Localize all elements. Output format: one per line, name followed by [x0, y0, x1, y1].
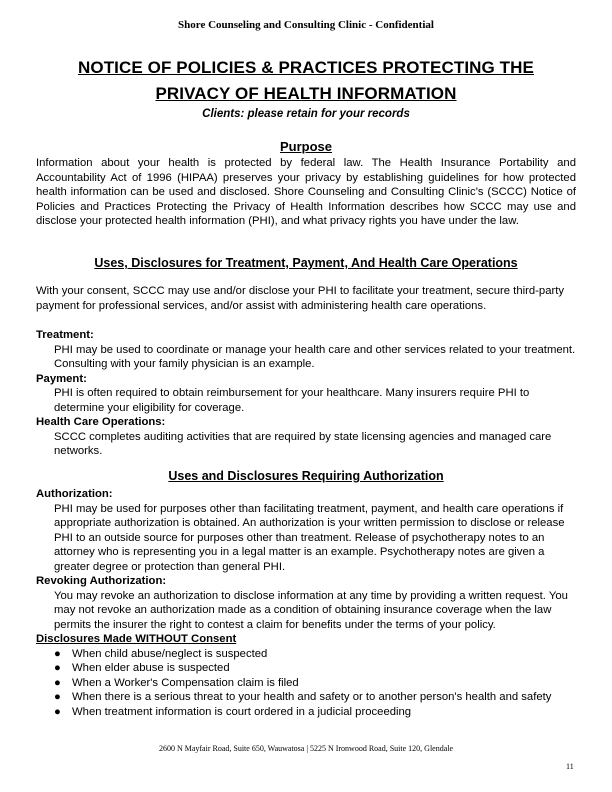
list-item: ● When a Worker's Compensation claim is filed [54, 676, 299, 689]
document-header: Shore Counseling and Consulting Clinic - Confidential [178, 19, 434, 31]
document-title-line-2: PRIVACY OF HEALTH INFORMATION [155, 84, 457, 103]
authorization-label: Authorization: [36, 488, 113, 500]
document-subtitle: Clients: please retain for your records [202, 108, 410, 120]
revoking-authorization-text: You may revoke an authorization to disclose information at any time by providing a written request. You may not revoke an authorization made as a condition of obtaining insurance coverage when the law permits the insurer the right to contest a claim for benefits under the terms of your policy. [54, 589, 568, 631]
health-care-operations-label: Health Care Operations: [36, 416, 166, 428]
bullet-icon: ● [54, 705, 61, 718]
uses-intro: With your consent, SCCC may use and/or disclose your PHI to facilitate your treatment, secure third-party payment for professional services, and/or assist with administering health care operations. [36, 285, 565, 312]
bullet-icon: ● [54, 691, 61, 703]
payment-text: PHI is often required to obtain reimbursement for your healthcare. Many insurers require PHI to determine your eligibility for coverage. [54, 387, 530, 414]
list-item: ● When elder abuse is suspected [54, 662, 230, 674]
without-consent-list [36, 647, 576, 720]
bullet-icon: ● [54, 662, 61, 674]
uses-heading: Uses, Disclosures for Treatment, Payment, And Health Care Operations [94, 256, 518, 270]
uses-definitions [36, 328, 576, 459]
footer-address: 2600 N Mayfair Road, Suite 650, Wauwatosa | 5225 N Ironwood Road, Suite 120, Glendale [158, 744, 454, 753]
list-item: ● When there is a serious threat to your health and safety or to another person's health and safety [54, 691, 552, 703]
authorization-text: PHI may be used for purposes other than facilitating treatment, payment, and health care operations if appropriate authorization is obtained. An authorization is your written permission to disclose or release PHI to an outside source for purposes other than treatment. Release of psychotherapy notes to an attorney who is representing you in a legal matter is an example. Psychotherapy notes are given a greater degree or protection than general PHI. [54, 502, 565, 573]
health-care-operations-text: SCCC completes auditing activities that are required by state licensing agencies and managed care networks. [54, 430, 552, 457]
purpose-heading: Purpose [279, 139, 332, 154]
payment-label: Payment: [36, 372, 87, 385]
bullet-icon: ● [54, 647, 61, 660]
treatment-text: PHI may be used to coordinate or manage your health care and other services related to your treatment. Consulting with your family physician is an example. [54, 343, 576, 370]
list-item: ● When treatment information is court ordered in a judicial proceeding [54, 705, 412, 718]
authorization-heading: Uses and Disclosures Requiring Authorization [168, 469, 444, 483]
authorization-section [36, 487, 576, 719]
without-consent-label: Disclosures Made WITHOUT Consent [36, 633, 237, 645]
document-title-line-1: NOTICE OF POLICIES & PRACTICES PROTECTING THE [78, 58, 534, 77]
purpose-body: Information about your health is protected by federal law. The Health Insurance Portability and Accountability Act of 1996 (HIPAA) preserves your privacy by establishing guidelines for how protected health information can be used and disclosed. Shore Counseling and Consulting Clinic's (SCCC) Notice of Policies and Practices Protecting the Privacy of Health Information describes how SCCC may use and disclose your protected health information (PHI), and what privacy rights you have under the law. [36, 157, 576, 227]
treatment-label: Treatment: [36, 329, 94, 341]
page-number: 11 [566, 762, 574, 771]
bullet-icon: ● [54, 676, 61, 689]
list-item: ● When child abuse/neglect is suspected [54, 647, 268, 660]
revoking-authorization-label: Revoking Authorization: [36, 575, 167, 587]
